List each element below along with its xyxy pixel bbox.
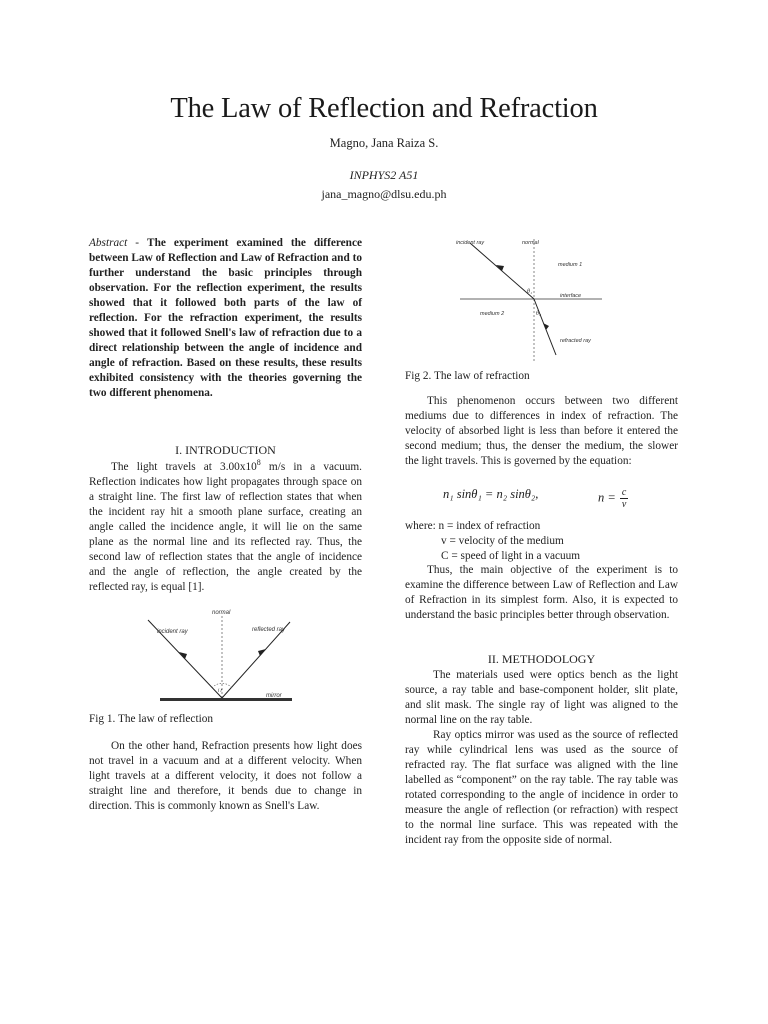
author-name: Magno, Jana Raiza S. [329, 136, 439, 150]
equation-rhs-label: n = [598, 490, 616, 505]
fig2-interface-label: interface [560, 293, 582, 299]
fig1-mirror-label: mirror [266, 693, 282, 699]
intro-speed-exponent: 8 [256, 458, 261, 468]
intro-speed-prefix: The light travels at 3.00x10 [111, 461, 257, 473]
fraction-numerator: c [621, 487, 627, 498]
refraction-intro-paragraph [89, 739, 362, 814]
abstract-separator: - [127, 237, 148, 249]
methodology-paragraph-1: The materials used were optics bench as the light source, a ray table and base-component holder, slit plate, and slit mask. The single ray of light was aligned to the normal line on the ray table. [405, 669, 678, 726]
phenomenon-paragraph [405, 394, 678, 469]
course-section: INPHYS2 A51 [349, 168, 419, 182]
introduction-heading: I. INTRODUCTION [175, 443, 276, 457]
fig1-incident-label: incident ray [157, 629, 188, 635]
paper-title: The Law of Reflection and Refraction [170, 93, 598, 124]
definition-c: C = speed of light in a vacuum [441, 550, 581, 562]
snells-law-equation [405, 483, 678, 515]
reflected-ray [222, 622, 290, 698]
refraction-diagram [452, 235, 612, 365]
fig2-normal-label: normal [522, 240, 539, 246]
fig2-incident-arrow-icon [496, 265, 504, 271]
equation-rhs [598, 487, 628, 510]
intro-speed-suffix: m/s in a vacuum. Reflection indicates how light propagates through space on a straight line. The first law of reflection states that when the incident ray hit a smooth plane surface, creating an angle called the incidence angle, it will lie on the same plane as the normal line and its reflected ray. Thus, the second law of reflection states that the angle of incidence and the angle of reflection, the angle created by the reflected ray, is equal [1]. [89, 461, 362, 593]
figure1-caption: Fig 1. The law of reflection [89, 713, 214, 725]
fig2-theta2-label: θ₂ [536, 311, 542, 317]
fig2-medium2-label: medium 2 [480, 311, 505, 317]
reflected-arrow-icon [258, 649, 266, 656]
objective-paragraph [405, 563, 678, 623]
abstract-text: The experiment examined the difference between Law of Reflection and Law of Refraction and to further understand the basic principles through observation. For the reflection experiment, the results showed that it followed both parts of the law of reflection. For the refraction experiment, the results showed that it followed Snell's law of refraction due to a direct relationship between the angle of incidence and angle of refraction. Based on these results, these results exhibited consistency with the theories governing the two different phenomena. [89, 237, 362, 399]
fig2-theta1-label: θ₁ [527, 289, 533, 295]
incident-arrow-icon [179, 652, 187, 659]
abstract-label: Abstract [89, 237, 128, 249]
refraction-intro-text: On the other hand, Refraction presents how light does not travel in a vacuum and at a different velocity. When light travels at a different velocity, it does not follow a straight line and therefore, it bends due to change in direction. This is commonly known as Snell's Law. [89, 740, 362, 812]
fig1-reflected-label: reflected ray [252, 627, 286, 633]
abstract [89, 236, 362, 401]
fig1-angle-labels: i r [218, 688, 223, 694]
fraction-denominator: v [621, 499, 627, 510]
author-email: jana_magno@dlsu.edu.ph [321, 187, 447, 201]
phenomenon-text: This phenomenon occurs between two different mediums due to differences in index of refraction. The velocity of absorbed light is less than before it entered the second medium; thus, the denser the medium, the slower the light travels. This is governed by the equation: [405, 395, 678, 467]
methodology-body [405, 668, 678, 848]
objective-text: Thus, the main objective of the experiment is to examine the difference between Law of Reflection and Law of Refraction in its simplest form. Also, it is expected to understand the basic principles better through observation. [405, 564, 678, 621]
definition-n: where: n = index of refraction [405, 520, 541, 532]
introduction-paragraph [89, 460, 362, 595]
variable-definitions [405, 519, 678, 564]
fig2-medium1-label: medium 1 [558, 262, 583, 268]
fig2-incident-label: incident ray [456, 240, 485, 246]
methodology-paragraph-2: Ray optics mirror was used as the source of reflected ray while cylindrical lens was used as the source of refracted ray. The flat surface was aligned with the line labelled as “component” on the ray table. The ray table was rotated corresponding to the angle of incidence in order to measure the angle of reflection (or refraction) with respect to the normal line surface. This was repeated with the incident ray from the opposite side of normal. [405, 729, 678, 846]
fig1-normal-label: normal [212, 610, 231, 616]
reflection-diagram [140, 606, 295, 706]
methodology-heading: II. METHODOLOGY [487, 652, 596, 666]
equation-fraction [620, 487, 628, 510]
equation-lhs: n₁ sinθ₁ = n₂ sinθ₂, [443, 487, 539, 501]
definition-v: v = velocity of the medium [441, 535, 564, 547]
figure2-caption: Fig 2. The law of refraction [405, 370, 530, 382]
fig2-refracted-arrow-icon [543, 323, 549, 330]
fig2-refracted-label: refracted ray [560, 338, 591, 344]
